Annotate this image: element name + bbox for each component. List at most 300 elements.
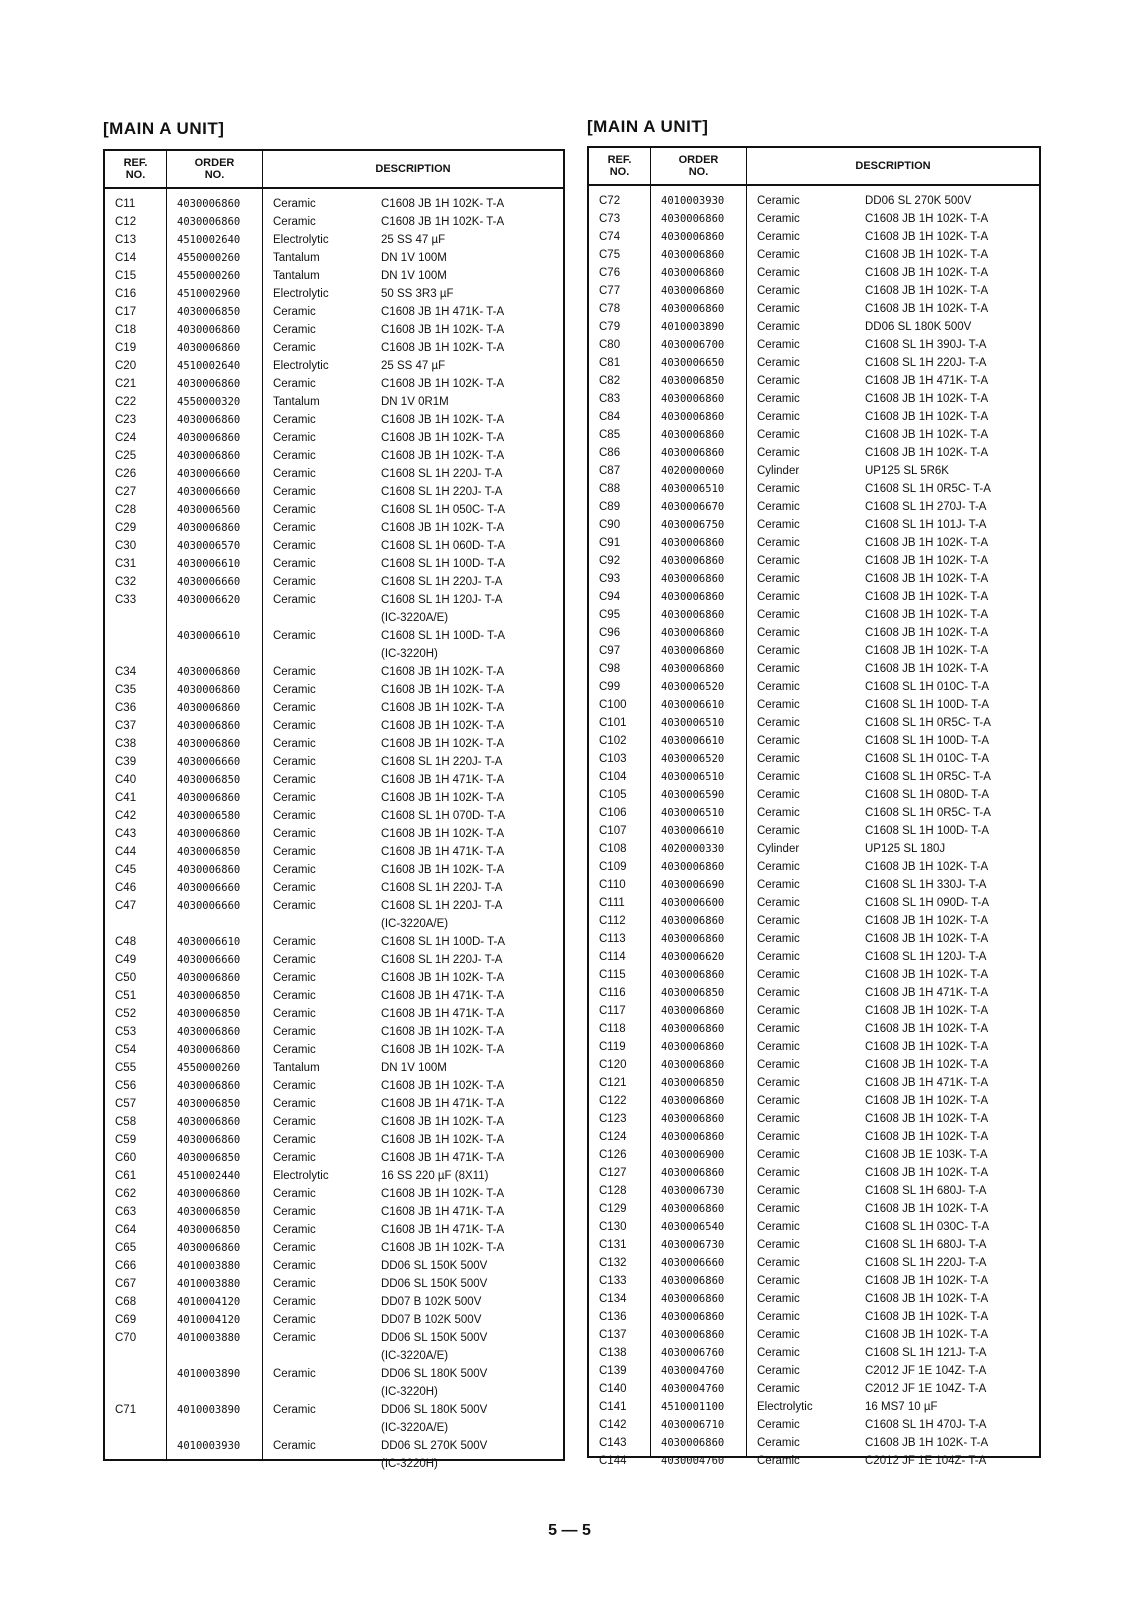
- order-no-cell: 4030006660: [177, 954, 241, 966]
- ref-no-cell: C111: [599, 897, 625, 909]
- order-no-cell: 4030006600: [661, 897, 725, 909]
- part-type-cell: [263, 1347, 381, 1365]
- ref-no-cell: C137: [599, 1329, 627, 1341]
- order-no-cell: 4550000260: [177, 270, 241, 282]
- ref-no-cell: [105, 1419, 167, 1437]
- table-row: [105, 555, 563, 573]
- table-row: [589, 1236, 1039, 1254]
- part-type-cell: Ceramic: [273, 1440, 316, 1452]
- part-type-cell: Ceramic: [757, 249, 800, 261]
- part-spec-cell: C1608 JB 1H 471K- T-A: [381, 1152, 505, 1164]
- order-no-cell: 4010004120: [177, 1296, 241, 1308]
- part-type-cell: Ceramic: [273, 594, 316, 606]
- part-spec-cell: C1608 JB 1H 102K- T-A: [381, 666, 505, 678]
- part-spec-cell: (IC-3220H): [381, 1458, 438, 1470]
- table-row: [589, 1128, 1039, 1146]
- ref-no-cell: [105, 1383, 167, 1401]
- part-spec-cell: C1608 JB 1H 102K- T-A: [865, 285, 989, 297]
- ref-no-cell: C103: [599, 753, 627, 765]
- part-type-cell: Ceramic: [757, 789, 800, 801]
- table-row: [105, 717, 563, 735]
- part-spec-cell: C1608 JB 1H 102K- T-A: [865, 609, 989, 621]
- order-no-cell: 4030006510: [661, 771, 725, 783]
- part-spec-cell: C1608 SL 1H 010C- T-A: [865, 681, 990, 693]
- part-spec-cell: UP125 SL 5R6K: [865, 465, 949, 477]
- ref-no-cell: C121: [599, 1077, 627, 1089]
- table-row: [105, 1059, 563, 1077]
- part-type-cell: Ceramic: [757, 1221, 800, 1233]
- order-no-cell: 4030006660: [177, 882, 241, 894]
- order-no-cell: 4030006860: [177, 378, 241, 390]
- ref-no-cell: C46: [115, 882, 137, 894]
- order-no-cell: 4510002960: [177, 288, 241, 300]
- part-type-cell: Ceramic: [757, 393, 800, 405]
- part-type-cell: Ceramic: [757, 1005, 800, 1017]
- part-spec-cell: C1608 SL 1H 100D- T-A: [381, 558, 506, 570]
- order-no-cell: 4030006590: [661, 789, 725, 801]
- part-type-cell: Ceramic: [757, 321, 800, 333]
- order-no-cell: 4030006860: [661, 1041, 725, 1053]
- table-row: [589, 696, 1039, 714]
- order-no-cell: 4030006860: [661, 213, 725, 225]
- table-row: [105, 699, 563, 717]
- ref-no-cell: C54: [115, 1044, 137, 1056]
- order-no-cell: 4030006850: [661, 987, 725, 999]
- order-no-cell: 4030006850: [661, 1077, 725, 1089]
- part-type-cell: Ceramic: [273, 1296, 316, 1308]
- ref-no-cell: C63: [115, 1206, 137, 1218]
- part-type-cell: Ceramic: [273, 1368, 316, 1380]
- part-type-cell: Ceramic: [757, 1455, 800, 1467]
- order-no-cell: 4030006860: [661, 933, 725, 945]
- part-spec-cell: DD06 SL 150K 500V: [381, 1260, 488, 1272]
- part-type-cell: Ceramic: [757, 645, 800, 657]
- rows: [589, 186, 1039, 1467]
- part-type-cell: Ceramic: [273, 1116, 316, 1128]
- part-spec-cell: C1608 JB 1H 102K- T-A: [865, 267, 989, 279]
- ref-no-cell: C81: [599, 357, 621, 369]
- ref-no-cell: C95: [599, 609, 621, 621]
- table-row: [589, 768, 1039, 786]
- order-no-header: ORDER NO.: [651, 148, 747, 184]
- table-row: [589, 1200, 1039, 1218]
- table-row: [105, 1383, 563, 1401]
- part-spec-cell: C1608 SL 1H 330J- T-A: [865, 879, 987, 891]
- table-row: [105, 1293, 563, 1311]
- part-spec-cell: C1608 JB 1H 102K- T-A: [865, 915, 989, 927]
- part-type-cell: Ceramic: [757, 1383, 800, 1395]
- ref-no-cell: C71: [115, 1404, 137, 1416]
- part-spec-cell: C1608 JB 1H 102K- T-A: [865, 591, 989, 603]
- table-row: [105, 897, 563, 915]
- part-spec-cell: C1608 JB 1H 102K- T-A: [381, 198, 505, 210]
- order-no-cell: 4030006860: [177, 342, 241, 354]
- table-body: [589, 186, 1039, 1467]
- part-spec-cell: C1608 JB 1E 103K- T-A: [865, 1149, 988, 1161]
- table-row: [589, 624, 1039, 642]
- part-type-cell: Ceramic: [273, 774, 316, 786]
- ref-no-cell: C45: [115, 864, 137, 876]
- part-type-cell: Ceramic: [757, 1095, 800, 1107]
- ref-no-cell: C82: [599, 375, 621, 387]
- part-spec-cell: C1608 JB 1H 102K- T-A: [381, 720, 505, 732]
- part-type-cell: Ceramic: [273, 720, 316, 732]
- ref-no-cell: C24: [115, 432, 137, 444]
- ref-no-header: REF. NO.: [105, 151, 167, 187]
- table-row: [589, 1002, 1039, 1020]
- table-row: [589, 1272, 1039, 1290]
- table-row: [589, 408, 1039, 426]
- table-row: [589, 228, 1039, 246]
- part-spec-cell: C1608 JB 1H 102K- T-A: [865, 933, 989, 945]
- ref-no-cell: C77: [599, 285, 621, 297]
- order-no-cell: 4030006860: [661, 249, 725, 261]
- ref-no-cell: C72: [599, 195, 621, 207]
- ref-no-cell: C73: [599, 213, 621, 225]
- table-row: [589, 516, 1039, 534]
- ref-no-cell: C68: [115, 1296, 137, 1308]
- ref-no-cell: C132: [599, 1257, 627, 1269]
- ref-no-cell: C20: [115, 360, 137, 372]
- order-no-cell: 4030006660: [177, 486, 241, 498]
- part-type-cell: Ceramic: [757, 555, 800, 567]
- order-no-cell: 4030006860: [177, 198, 241, 210]
- table-row: [105, 1329, 563, 1347]
- table-row: [589, 930, 1039, 948]
- table-row: [105, 861, 563, 879]
- table-row: [589, 1362, 1039, 1380]
- ref-no-cell: C44: [115, 846, 137, 858]
- order-no-cell: 4030006850: [177, 1224, 241, 1236]
- order-no-cell: 4030006860: [177, 972, 241, 984]
- table-row: [589, 876, 1039, 894]
- part-type-cell: Ceramic: [757, 483, 800, 495]
- order-no-cell: 4030006860: [177, 432, 241, 444]
- table-row: [589, 246, 1039, 264]
- part-type-cell: Ceramic: [757, 195, 800, 207]
- order-no-cell: 4030006860: [661, 573, 725, 585]
- ref-no-cell: C41: [115, 792, 137, 804]
- table-row: [105, 645, 563, 663]
- part-type-cell: Ceramic: [757, 1203, 800, 1215]
- part-spec-cell: C1608 JB 1H 102K- T-A: [381, 738, 505, 750]
- ref-no-cell: C30: [115, 540, 137, 552]
- ref-no-cell: C60: [115, 1152, 137, 1164]
- ref-no-cell: C113: [599, 933, 626, 945]
- part-type-cell: Ceramic: [273, 540, 316, 552]
- ref-no-cell: C38: [115, 738, 137, 750]
- order-no-cell: 4030006860: [661, 393, 725, 405]
- order-no-cell: 4030006850: [177, 1206, 241, 1218]
- part-type-cell: Ceramic: [273, 198, 316, 210]
- table-row: [105, 1221, 563, 1239]
- table-row: [105, 375, 563, 393]
- table-row: [589, 1434, 1039, 1452]
- part-spec-cell: C1608 JB 1H 102K- T-A: [381, 216, 505, 228]
- part-type-cell: Ceramic: [757, 1293, 800, 1305]
- table-row: [105, 1185, 563, 1203]
- part-spec-cell: C1608 JB 1H 102K- T-A: [865, 1131, 989, 1143]
- order-no-cell: 4030006860: [661, 555, 725, 567]
- part-type-cell: Ceramic: [757, 609, 800, 621]
- order-no-cell: 4550000320: [177, 396, 241, 408]
- part-type-cell: Ceramic: [273, 1134, 316, 1146]
- table-row: [589, 732, 1039, 750]
- part-spec-cell: C1608 JB 1H 471K- T-A: [381, 846, 505, 858]
- order-no-cell: 4030006540: [661, 1221, 725, 1233]
- table-row: [105, 789, 563, 807]
- order-no-cell: 4030006670: [661, 501, 725, 513]
- table-header: [105, 151, 563, 189]
- part-type-cell: Ceramic: [757, 951, 800, 963]
- ref-no-cell: C40: [115, 774, 137, 786]
- ref-no-cell: C112: [599, 915, 626, 927]
- part-type-cell: Ceramic: [273, 576, 316, 588]
- ref-no-cell: C94: [599, 591, 621, 603]
- ref-no-cell: C105: [599, 789, 627, 801]
- order-no-cell: 4030006710: [661, 1419, 725, 1431]
- part-spec-cell: C1608 SL 1H 100D- T-A: [865, 825, 990, 837]
- part-type-cell: Tantalum: [273, 270, 320, 282]
- part-type-cell: Ceramic: [273, 792, 316, 804]
- table-row: [589, 444, 1039, 462]
- part-type-cell: Ceramic: [757, 1059, 800, 1071]
- part-type-cell: Ceramic: [757, 663, 800, 675]
- ref-no-cell: C55: [115, 1062, 137, 1074]
- ref-no-cell: C28: [115, 504, 137, 516]
- part-spec-cell: DD06 SL 180K 500V: [865, 321, 972, 333]
- order-no-cell: 4030006750: [661, 519, 725, 531]
- part-spec-cell: C1608 SL 1H 0R5C- T-A: [865, 771, 991, 783]
- part-spec-cell: 25 SS 47 µF: [381, 360, 446, 372]
- part-spec-cell: C1608 JB 1H 102K- T-A: [865, 447, 989, 459]
- part-type-cell: Tantalum: [273, 252, 320, 264]
- ref-no-cell: C17: [115, 306, 137, 318]
- table-row: [105, 1257, 563, 1275]
- order-no-cell: 4010003880: [177, 1260, 241, 1272]
- order-no-cell: 4030006700: [661, 339, 725, 351]
- part-spec-cell: (IC-3220A/E): [381, 918, 449, 930]
- table-row: [589, 1254, 1039, 1272]
- order-no-cell: 4030006610: [177, 558, 241, 570]
- table-row: [589, 642, 1039, 660]
- part-spec-cell: C1608 SL 1H 121J- T-A: [865, 1347, 987, 1359]
- part-type-cell: Ceramic: [757, 1239, 800, 1251]
- order-no-cell: 4030006860: [661, 861, 725, 873]
- table-row: [105, 429, 563, 447]
- part-spec-cell: C1608 JB 1H 471K- T-A: [865, 987, 989, 999]
- table-row: [105, 1239, 563, 1257]
- order-no-cell: 4030006850: [661, 375, 725, 387]
- table-row: [589, 336, 1039, 354]
- ref-no-cell: C27: [115, 486, 137, 498]
- part-spec-cell: C1608 SL 1H 220J- T-A: [381, 900, 503, 912]
- ref-no-cell: C32: [115, 576, 137, 588]
- part-spec-cell: C1608 JB 1H 471K- T-A: [865, 1077, 989, 1089]
- part-spec-cell: DD06 SL 270K 500V: [381, 1440, 488, 1452]
- ref-no-cell: C12: [115, 216, 137, 228]
- ref-no-cell: C39: [115, 756, 137, 768]
- order-no-cell: 4010003890: [661, 321, 725, 333]
- part-type-cell: Ceramic: [757, 915, 800, 927]
- order-no-cell: 4030006860: [661, 1167, 725, 1179]
- part-type-cell: Ceramic: [273, 702, 316, 714]
- table-row: [589, 984, 1039, 1002]
- table-row: [105, 843, 563, 861]
- table-row: [105, 969, 563, 987]
- part-type-cell: Ceramic: [273, 1044, 316, 1056]
- part-spec-cell: C1608 JB 1H 102K- T-A: [381, 522, 505, 534]
- part-type-cell: Ceramic: [273, 882, 316, 894]
- order-no-cell: 4030006660: [661, 1257, 725, 1269]
- part-spec-cell: DD06 SL 150K 500V: [381, 1278, 488, 1290]
- part-spec-cell: C1608 JB 1H 102K- T-A: [865, 861, 989, 873]
- part-type-cell: Ceramic: [757, 447, 800, 459]
- part-type-cell: Ceramic: [757, 339, 800, 351]
- table-row: [105, 987, 563, 1005]
- part-type-cell: Ceramic: [273, 414, 316, 426]
- part-type-cell: Ceramic: [757, 519, 800, 531]
- table-row: [105, 1455, 563, 1473]
- ref-no-cell: C33: [115, 594, 137, 606]
- part-spec-cell: C1608 SL 1H 101J- T-A: [865, 519, 987, 531]
- order-no-cell: 4030006850: [177, 1152, 241, 1164]
- order-no-cell: 4030006510: [661, 717, 725, 729]
- ref-no-cell: C62: [115, 1188, 137, 1200]
- order-no-cell: 4030006860: [177, 1242, 241, 1254]
- order-no-cell: 4030006610: [177, 936, 241, 948]
- table-row: [589, 1146, 1039, 1164]
- ref-no-cell: C90: [599, 519, 621, 531]
- ref-no-cell: C134: [599, 1293, 627, 1305]
- order-no-cell: 4030006860: [177, 1134, 241, 1146]
- part-spec-cell: C1608 JB 1H 102K- T-A: [381, 1080, 505, 1092]
- part-spec-cell: C1608 SL 1H 680J- T-A: [865, 1185, 987, 1197]
- part-spec-cell: C1608 JB 1H 102K- T-A: [865, 213, 989, 225]
- part-type-cell: Ceramic: [273, 756, 316, 768]
- part-type-cell: Ceramic: [757, 861, 800, 873]
- ref-no-cell: C80: [599, 339, 621, 351]
- part-type-cell: Ceramic: [757, 267, 800, 279]
- ref-no-cell: C76: [599, 267, 621, 279]
- table-row: [105, 1113, 563, 1131]
- table-row: [105, 249, 563, 267]
- table-row: [105, 519, 563, 537]
- left-parts-table: [103, 149, 565, 1470]
- part-spec-cell: C1608 JB 1H 102K- T-A: [865, 663, 989, 675]
- order-no-cell: 4030006660: [177, 900, 241, 912]
- part-type-cell: Ceramic: [757, 231, 800, 243]
- order-no-cell: 4030006860: [177, 1116, 241, 1128]
- part-spec-cell: DD06 SL 180K 500V: [381, 1368, 488, 1380]
- table-row: [589, 1308, 1039, 1326]
- table-row: [105, 411, 563, 429]
- part-spec-cell: C1608 JB 1H 471K- T-A: [381, 1098, 505, 1110]
- part-type-cell: Ceramic: [757, 699, 800, 711]
- ref-no-cell: C87: [599, 465, 621, 477]
- order-no-cell: 4010003880: [177, 1278, 241, 1290]
- part-type-cell: Ceramic: [757, 1329, 800, 1341]
- table-body: [105, 189, 563, 1470]
- ref-no-cell: C69: [115, 1314, 137, 1326]
- order-no-cell: 4030006510: [661, 807, 725, 819]
- ref-no-cell: C129: [599, 1203, 627, 1215]
- part-spec-cell: DN 1V 0R1M: [381, 396, 449, 408]
- part-spec-cell: C1608 JB 1H 102K- T-A: [865, 1095, 989, 1107]
- part-type-cell: Ceramic: [273, 666, 316, 678]
- order-no-cell: 4510002440: [177, 1170, 241, 1182]
- part-spec-cell: C2012 JF 1E 104Z- T-A: [865, 1455, 987, 1467]
- table-row: [589, 750, 1039, 768]
- part-spec-cell: C1608 JB 1H 102K- T-A: [865, 1275, 989, 1287]
- table-row: [589, 1452, 1039, 1470]
- ref-no-cell: C92: [599, 555, 621, 567]
- order-no-cell: 4030006860: [177, 1044, 241, 1056]
- ref-no-cell: C34: [115, 666, 137, 678]
- order-no-cell: [167, 645, 263, 663]
- part-spec-cell: C1608 JB 1H 102K- T-A: [865, 537, 989, 549]
- part-type-cell: Ceramic: [757, 1185, 800, 1197]
- part-type-cell: Ceramic: [757, 807, 800, 819]
- order-no-cell: 4030006760: [661, 1347, 725, 1359]
- part-type-cell: Ceramic: [757, 1347, 800, 1359]
- table-row: [105, 915, 563, 933]
- ref-no-cell: C65: [115, 1242, 137, 1254]
- part-spec-cell: C1608 JB 1H 102K- T-A: [381, 702, 505, 714]
- order-no-cell: 4030006860: [661, 231, 725, 243]
- ref-no-cell: C31: [115, 558, 137, 570]
- table-row: [589, 354, 1039, 372]
- order-no-cell: 4030006610: [177, 630, 241, 642]
- part-spec-cell: DD06 SL 150K 500V: [381, 1332, 488, 1344]
- ref-no-cell: C142: [599, 1419, 627, 1431]
- ref-no-cell: C141: [599, 1401, 627, 1413]
- ref-no-header: REF. NO.: [589, 148, 651, 184]
- part-spec-cell: C1608 JB 1H 102K- T-A: [865, 1167, 989, 1179]
- part-spec-cell: C1608 JB 1H 102K- T-A: [865, 1113, 989, 1125]
- order-no-cell: 4030006610: [661, 699, 725, 711]
- part-type-cell: Ceramic: [273, 900, 316, 912]
- ref-no-cell: C42: [115, 810, 137, 822]
- table-row: [589, 1038, 1039, 1056]
- ref-no-cell: C104: [599, 771, 627, 783]
- page-number: 5 — 5: [548, 1522, 591, 1539]
- ref-no-cell: C53: [115, 1026, 137, 1038]
- part-spec-cell: C1608 JB 1H 102K- T-A: [381, 684, 505, 696]
- part-spec-cell: (IC-3220A/E): [381, 1350, 449, 1362]
- part-spec-cell: C1608 JB 1H 102K- T-A: [865, 1041, 989, 1053]
- part-spec-cell: C1608 JB 1H 471K- T-A: [381, 1008, 505, 1020]
- table-row: [589, 786, 1039, 804]
- table-row: [105, 609, 563, 627]
- table-row: [589, 192, 1039, 210]
- table-row: [105, 501, 563, 519]
- part-spec-cell: C1608 JB 1H 102K- T-A: [865, 1293, 989, 1305]
- part-spec-cell: C1608 JB 1H 471K- T-A: [381, 774, 505, 786]
- ref-no-cell: C61: [115, 1170, 137, 1182]
- part-type-cell: Ceramic: [273, 954, 316, 966]
- order-no-cell: 4030006660: [177, 576, 241, 588]
- ref-no-cell: C120: [599, 1059, 627, 1071]
- rows: [105, 189, 563, 1470]
- part-spec-cell: DD07 B 102K 500V: [381, 1296, 482, 1308]
- part-type-cell: Ceramic: [757, 591, 800, 603]
- ref-no-cell: C85: [599, 429, 621, 441]
- part-spec-cell: C1608 JB 1H 471K- T-A: [865, 375, 989, 387]
- part-type-cell: Ceramic: [757, 987, 800, 999]
- table-row: [105, 537, 563, 555]
- table-row: [589, 822, 1039, 840]
